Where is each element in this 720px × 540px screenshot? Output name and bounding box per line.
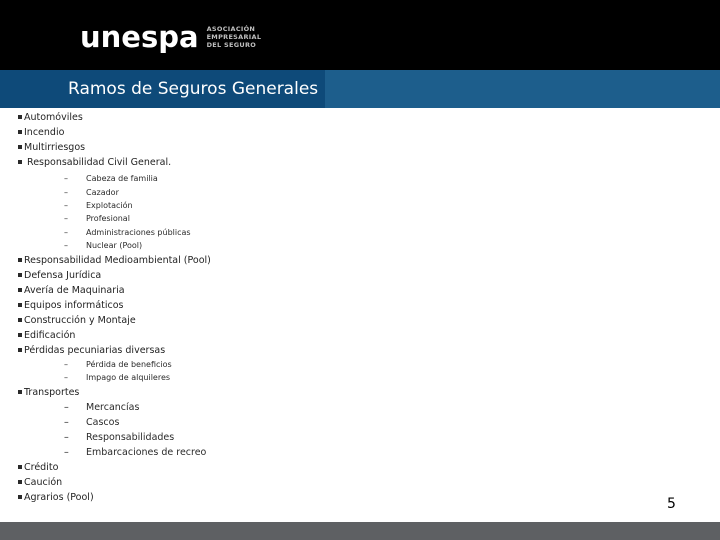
list-item — [18, 112, 83, 123]
bullet-icon — [18, 318, 22, 322]
dash-icon: – — [64, 417, 69, 428]
bullet-icon — [18, 480, 22, 484]
list-item-label: Incendio — [24, 127, 65, 138]
list-item — [18, 157, 171, 168]
list-item-label: Transportes — [24, 387, 80, 398]
bullet-icon — [18, 273, 22, 277]
dash-icon: – — [64, 214, 68, 223]
header-bar — [0, 0, 720, 70]
list-item-label: Equipos informáticos — [24, 300, 124, 311]
sub-list-item-label: Responsabilidades — [86, 432, 175, 443]
dash-icon: – — [64, 402, 69, 413]
sub-list-item-label: Nuclear (Pool) — [86, 241, 143, 250]
sub-list-item-label: Explotación — [86, 201, 133, 210]
list-item — [18, 270, 101, 281]
list-item — [18, 477, 62, 488]
list-item-label: Construcción y Montaje — [24, 315, 136, 326]
list-item-label: Pérdidas pecuniarias diversas — [24, 345, 166, 356]
list-item-label: Crédito — [24, 462, 59, 473]
sub-list-item-label: Cazador — [86, 188, 119, 197]
list-item — [18, 315, 136, 326]
page-number: 5 — [667, 496, 676, 512]
list-item-label: Edificación — [24, 330, 76, 341]
dash-icon: – — [64, 188, 68, 197]
list-item — [18, 462, 58, 473]
list-item-label: Caución — [24, 477, 63, 488]
sub-list-item-label: Embarcaciones de recreo — [86, 447, 207, 458]
list-item-label: Avería de Maquinaria — [24, 285, 125, 296]
list-item — [18, 255, 211, 266]
dash-icon: – — [64, 228, 68, 237]
bullet-icon — [18, 258, 22, 262]
logo-word: unespa — [80, 20, 199, 54]
footer-bar — [0, 522, 720, 540]
list-item — [18, 492, 94, 503]
sub-list-item-label: Pérdida de beneficios — [86, 360, 172, 369]
logo-sub-line-2: EMPRESARIAL — [206, 33, 262, 41]
dash-icon: – — [64, 174, 68, 183]
bullet-icon — [18, 333, 22, 337]
list-item-label: Automóviles — [24, 112, 83, 123]
dash-icon: – — [64, 241, 68, 250]
logo-sub-line-3: DEL SEGURO — [206, 41, 257, 49]
bullet-icon — [18, 288, 22, 292]
list-item-label: Defensa Jurídica — [24, 270, 102, 281]
bullet-icon — [18, 390, 22, 394]
bullet-icon — [18, 145, 22, 149]
list-item — [18, 285, 125, 296]
logo-subtitle — [207, 25, 262, 49]
list-item-label: Responsabilidad Civil General. — [24, 157, 172, 168]
unespa-logo — [80, 22, 261, 52]
list-item — [18, 345, 165, 356]
sub-list-item-label: Mercancías — [86, 402, 140, 413]
slide-title: Ramos de Seguros Generales — [68, 79, 319, 99]
bullet-icon — [18, 495, 22, 499]
dash-icon: – — [64, 373, 68, 382]
list-item-label: Agrarios (Pool) — [24, 492, 94, 503]
dash-icon: – — [64, 201, 68, 210]
list-item — [18, 387, 79, 398]
dash-icon: – — [64, 432, 69, 443]
bullet-icon — [18, 465, 22, 469]
list-item-label: Multirriesgos — [24, 142, 86, 153]
list-item-label: Responsabilidad Medioambiental (Pool) — [24, 255, 211, 266]
dash-icon: – — [64, 360, 68, 369]
list-item — [18, 330, 75, 341]
list-item — [18, 142, 85, 153]
sub-list-item-label: Administraciones públicas — [86, 228, 191, 237]
list-item — [18, 300, 124, 311]
bullet-icon — [18, 130, 22, 134]
bullet-icon — [18, 348, 22, 352]
logo-sub-line-1: ASOCIACIÓN — [206, 25, 256, 33]
sub-list-item-label: Cabeza de familia — [86, 174, 158, 183]
list-item — [18, 127, 64, 138]
sub-list-item-label: Cascos — [86, 417, 120, 428]
sub-list-item-label: Impago de alquileres — [86, 373, 171, 382]
bullet-icon — [18, 160, 22, 164]
bullet-icon — [18, 115, 22, 119]
bullet-icon — [18, 303, 22, 307]
sub-list-item-label: Profesional — [86, 214, 130, 223]
dash-icon: – — [64, 447, 69, 458]
